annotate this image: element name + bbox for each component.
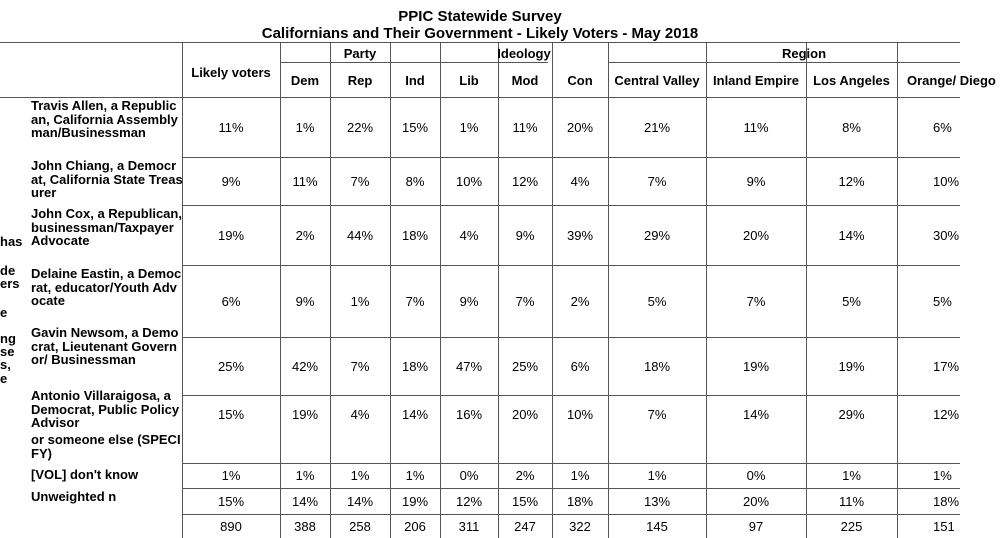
table-cell: 18% [566, 493, 594, 509]
table-cell: 17% [933, 358, 960, 374]
table-cell: 18% [401, 227, 429, 243]
column-header: Inland Empire [713, 72, 799, 88]
table-cell: 7% [647, 406, 667, 422]
table-cell: 1% [842, 468, 861, 483]
table-cell: 19% [217, 227, 245, 243]
table-cell: 8% [842, 119, 861, 135]
table-cell: 7% [350, 358, 370, 374]
table-cell: 1% [350, 293, 370, 309]
table-cell: 20% [511, 406, 539, 422]
column-header: Rep [347, 72, 373, 88]
table-cell: 20% [742, 493, 770, 509]
table-cell: 10% [933, 173, 960, 189]
table-cell: 322 [569, 518, 591, 534]
table-cell: 19% [838, 358, 865, 374]
table-cell: 311 [458, 518, 480, 534]
table-cell: 12% [933, 406, 960, 422]
row-label: John Chiang, a Democrat, California State Treasurer [31, 158, 183, 200]
group-header-region: Region [781, 46, 827, 61]
table-cell: 11% [743, 119, 769, 135]
question-text-fragment: de [0, 263, 16, 278]
table-cell: 7% [515, 293, 535, 309]
question-text-fragment: has [0, 234, 23, 249]
row-label: or someone else (SPECIFY) [31, 432, 181, 461]
table-cell: 388 [294, 518, 316, 534]
table-cell: 4% [459, 227, 479, 243]
table-cell: 29% [643, 227, 671, 243]
table-cell: 7% [350, 173, 370, 189]
table-cell: 9% [746, 173, 766, 189]
table-cell: 7% [647, 173, 667, 189]
table-cell: 15% [217, 493, 245, 509]
table-cell: 18% [933, 493, 960, 509]
table-cell: 12% [511, 173, 539, 189]
column-header: Los Angeles [813, 72, 890, 88]
row-label: John Cox, a Republican, businessman/Taxpayer Advocate [31, 206, 182, 248]
question-text-fragment: ers [0, 276, 20, 291]
table-cell: 14% [346, 493, 374, 509]
table-cell: 10% [455, 173, 483, 189]
table-cell: 1% [459, 119, 479, 135]
table-cell: 25% [217, 358, 245, 374]
table-cell: 30% [933, 227, 960, 243]
table-cell: 9% [295, 293, 315, 309]
table-cell: 6% [933, 119, 952, 135]
row-label: Travis Allen, a Republican, California Assemblyman/Businessman [31, 98, 178, 140]
table-cell: 97 [748, 518, 764, 534]
table-cell: 47% [455, 358, 483, 374]
table-cell: 22% [346, 119, 374, 135]
question-text-fragment: se [0, 344, 15, 359]
row-label: Delaine Eastin, a Democrat, educator/Youth Advocate [31, 266, 182, 308]
table-cell: 21% [643, 119, 671, 135]
row-label: Unweighted n [31, 489, 117, 504]
table-cell: 145 [646, 518, 668, 534]
question-text-fragment: e [0, 371, 8, 386]
table-cell: 0% [746, 468, 766, 483]
table-cell: 13% [643, 493, 671, 509]
table-cell: 14% [401, 406, 429, 422]
question-text-fragment: e [0, 305, 8, 320]
table-cell: 2% [295, 227, 315, 243]
table-cell: 14% [742, 406, 770, 422]
table-cell: 258 [349, 518, 371, 534]
question-text-fragment: ng [0, 331, 16, 346]
survey-title: PPIC Statewide Survey [398, 8, 562, 25]
row-label: Antonio Villaraigosa, a Democrat, Public Policy Advisor [31, 388, 180, 430]
group-header-party: Party [343, 46, 377, 61]
table-cell: 11% [512, 119, 538, 135]
table-cell: 15% [401, 119, 429, 135]
column-header: Mod [511, 72, 539, 88]
group-underline-party-ideology [280, 62, 548, 63]
table-cell: 151 [933, 518, 955, 534]
table-cell: 15% [511, 493, 539, 509]
table-cell: 2% [515, 468, 535, 483]
table-cell: 890 [220, 518, 242, 534]
table-cell: 206 [404, 518, 426, 534]
table-cell: 25% [511, 358, 539, 374]
column-header: Likely voters [191, 64, 271, 80]
question-text-fragment: s, [0, 357, 11, 372]
table-cell: 10% [566, 406, 594, 422]
group-header-ideology: Ideology [497, 46, 551, 61]
column-header: Lib [459, 72, 479, 88]
table-cell: 9% [459, 293, 479, 309]
table-cell: 6% [221, 293, 241, 309]
table-cell: 7% [746, 293, 766, 309]
table-cell: 11% [292, 173, 318, 189]
table-cell: 2% [570, 293, 590, 309]
table-cell: 44% [346, 227, 374, 243]
table-cell: 1% [350, 468, 370, 483]
table-cell: 1% [295, 468, 315, 483]
table-cell: 9% [515, 227, 535, 243]
row-label: Gavin Newsom, a Democrat, Lieutenant Governor/ Businessman [31, 325, 179, 367]
table-cell: 29% [838, 406, 865, 422]
table-cell: 7% [405, 293, 425, 309]
table-cell: 1% [221, 468, 241, 483]
column-header: Orange/ Diego [907, 72, 996, 88]
group-underline-region [608, 62, 960, 63]
column-header: Con [567, 72, 593, 88]
table-cell: 4% [350, 406, 370, 422]
table-cell: 11% [838, 493, 865, 509]
table-cell: 5% [933, 293, 952, 309]
table-cell: 20% [742, 227, 770, 243]
table-cell: 1% [405, 468, 425, 483]
table-cell: 39% [566, 227, 594, 243]
table-cell: 12% [838, 173, 865, 189]
header-top-line [0, 42, 960, 43]
table-cell: 11% [218, 119, 244, 135]
table-cell: 19% [742, 358, 770, 374]
column-header: Ind [405, 72, 425, 88]
table-cell: 18% [643, 358, 671, 374]
table-cell: 12% [455, 493, 483, 509]
table-cell: 14% [838, 227, 865, 243]
table-cell: 8% [405, 173, 425, 189]
table-cell: 16% [455, 406, 483, 422]
table-cell: 1% [933, 468, 952, 483]
table-cell: 6% [570, 358, 590, 374]
table-cell: 19% [401, 493, 429, 509]
table-cell: 1% [647, 468, 667, 483]
table-cell: 1% [295, 119, 315, 135]
table-cell: 5% [647, 293, 667, 309]
table-cell: 19% [291, 406, 319, 422]
table-cell: 0% [459, 468, 479, 483]
table-cell: 14% [291, 493, 319, 509]
table-cell: 18% [401, 358, 429, 374]
table-cell: 20% [566, 119, 594, 135]
table-cell: 42% [291, 358, 319, 374]
table-cell: 247 [514, 518, 536, 534]
survey-subtitle: Californians and Their Government - Likely Voters - May 2018 [261, 25, 699, 42]
table-cell: 225 [840, 518, 863, 534]
table-cell: 5% [842, 293, 861, 309]
column-header: Central Valley [614, 72, 700, 88]
table-cell: 9% [221, 173, 241, 189]
table-cell: 1% [570, 468, 590, 483]
row-label: [VOL] don't know [31, 467, 139, 482]
column-header: Dem [290, 72, 320, 88]
table-cell: 4% [570, 173, 590, 189]
table-cell: 15% [217, 406, 245, 422]
